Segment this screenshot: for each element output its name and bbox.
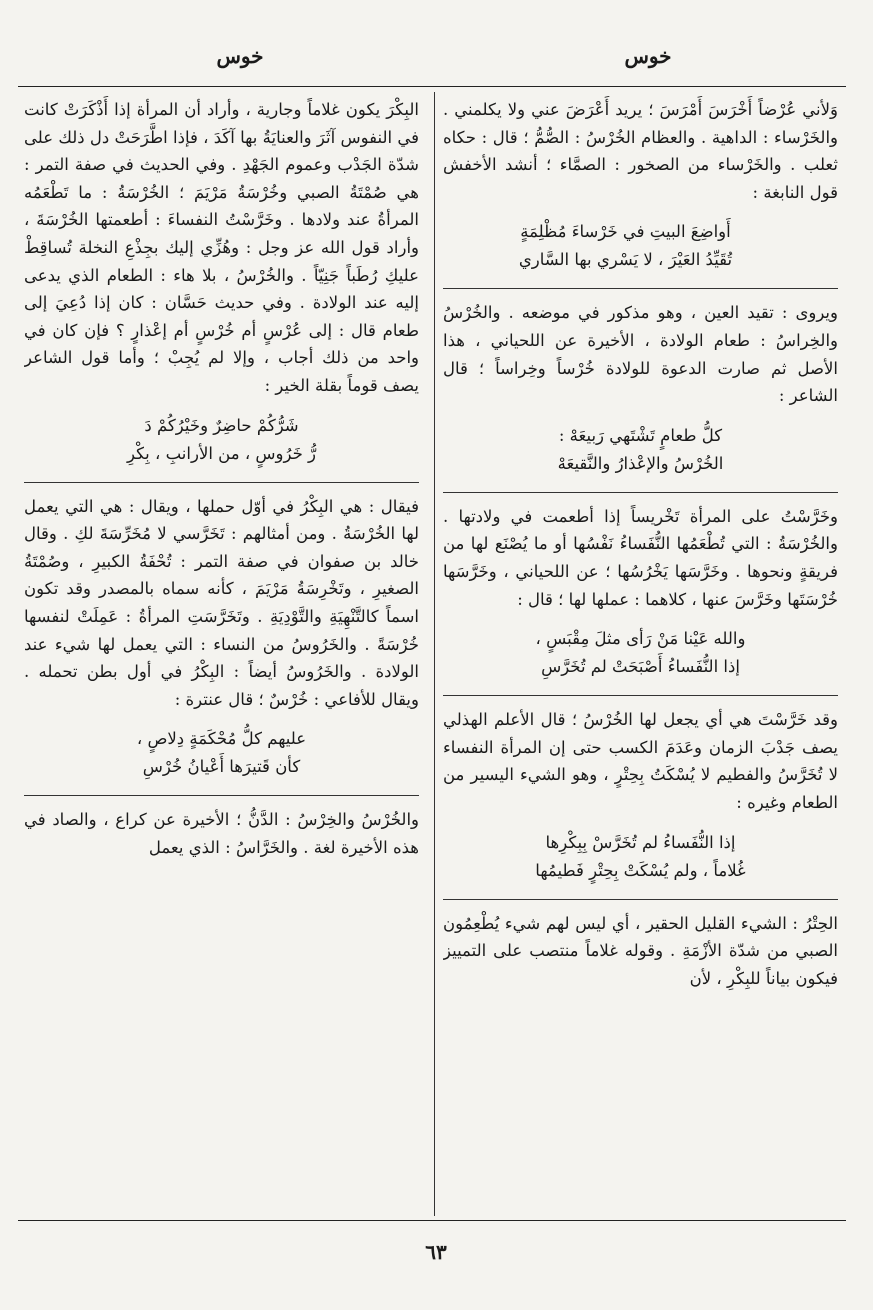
right-column [443, 96, 838, 1214]
paragraph: ويروى : تقيد العين ، وهو مذكور في موضعه . والخُرْسُ والخِراسُ : طعام الولادة ، الأخيرة عن اللحياني ، هذا الأصل ثم صارت الدعوة للولادة خُرْساً وخِراساً ؛ قال الشاعر : [443, 303, 838, 406]
paragraph: وقد خَرَّسْتَ هي أي يجعل لها الخُرْسُ ؛ قال الأعلم الهذلي يصف جَدْبَ الزمان وعَدَمَ الكسب حتى إن المرأة النفساء لا تُخَرَّسُ والفطيم لا يُسْكَتُ بِحِتْرٍ ، وهو الشيء اليسير من الطعام وغيره : [443, 710, 838, 812]
header-rule [18, 86, 846, 87]
paragraph: الحِتْرُ : الشيء القليل الحقير ، أي ليس لهم شيء يُطْعِمُون الصبي من شدّة الأزْمَةِ . وقوله غلاماً منتصب على التمييز فيكون بياناً للبِكْرِ ، لأن [443, 913, 838, 988]
verse [24, 412, 419, 468]
verse-second-hemistich: رُّ خَرُوسٍ ، من الأرانبِ ، بِكْرِ [126, 443, 317, 463]
verse-separator [443, 695, 838, 696]
footer-rule [18, 1220, 846, 1221]
verse [443, 625, 838, 681]
verse-second-hemistich: إذا النُّفَساءُ أَصْبَحَتْ لم تُخَرَّسِ [541, 657, 740, 677]
left-column [24, 96, 419, 1214]
verse-first-hemistich: إذا النُّفَساءُ لم تُخَرَّسْ بِبِكْرِها [545, 832, 736, 852]
running-head-left: خوس [216, 44, 264, 68]
verse-second-hemistich: كأن قَتيرَها أَعْيانُ خُرْسِ [142, 757, 301, 777]
paragraph: البِكْرَ يكون غلاماً وجارية ، وأراد أن المرأة إذا أَذْكَرَتْ كانت في النفوس آثَرَ والعنايَةُ بها آكَدَ ، فإذا اطَّرَحَتْ دل ذلك على شدّة الجَدْب وعموم الجَهْدِ . وفي الحديث في صفة التمر : هي صُمْتَةُ الصبي وخُرْسَةُ مَرْيَمَ ؛ الخُرْسَةُ : ما تَطْعَمُه المرأةُ عند ولادها . وخَرَّسْتُ النفساءَ : أطعمتها الخُرْسَةَ ، وأراد قول الله عز وجل : وهُزِّي إليك بجِذْعِ النخلة تُساقِطْ عليكِ رُطَباً جَنِيّاً . والخُرْسُ ، بلا هاء : الطعام الذي يدعى إليه عند الولادة . وفي حديث حَسَّان : كان إذا دُعِيَ إلى طعام قال : إلى عُرْسٍ أم خُرْسٍ أم إعْذارٍ ؟ فإن كان في واحد من ذلك أجاب ، وإلا لم يُجِبْ ؛ وأما قول الشاعر يصف قوماً بقلة الخير : [24, 100, 419, 395]
verse-separator [443, 288, 838, 289]
verse-second-hemistich: الخُرْسُ والإعْذارُ والنَّقيعَهْ [557, 453, 724, 473]
verse-second-hemistich: غُلاماً ، ولم يُسْكَتْ بِحِتْرٍ فَطيمُها [535, 860, 746, 880]
paragraph: وَلأني عُرْضاً أَخْرَسَ أَمْرَسَ ؛ يريد أَعْرَضَ عني ولا يكلمني . والخَرْساء : الداهية . والعظام الخُرْسُ : الصُّمُّ ؛ قال : حكاه ثعلب . والخَرْساء من الصخور : الصمَّاء ؛ أنشد الأخفش قول النابغة : [443, 100, 838, 202]
verse-first-hemistich: أَواضِعَ البيتِ في خَرْساءَ مُظْلِمَةٍ [520, 222, 731, 242]
verse [443, 829, 838, 885]
running-head-right: خوس [624, 44, 672, 68]
paragraph: وخَرَّسْتُ على المرأة تَخْريساً إذا أطعمت في ولادتها . والخُرْسَةُ : التي تُطْعَمُها النُّفَساءُ نَفْسُها أو ما يُصْنَع لها من فريقةٍ ونحوها . وخَرَّسَها يَخْرُسُها ؛ عن اللحياني ، وخَرَّسَها خُرْسَتَها وخَرَّسَ عنها ، كلاهما : عملها لها ؛ قال : [443, 506, 838, 609]
verse-separator [443, 899, 838, 900]
verse-separator [24, 795, 419, 796]
verse-first-hemistich: والله عَيْنا مَنْ رَأى مثلَ مِقْبَسٍ ، [535, 629, 746, 649]
paragraph: والخُرْسُ والخِرْسُ : الدَّنُّ ؛ الأخيرة عن كراع ، والصاد في هذه الأخيرة لغة . والخَرَّاسُ : الذي يعمل [24, 810, 419, 857]
column-divider [434, 92, 435, 1216]
paragraph: فيقال : هي البِكْرُ في أوّل حملها ، ويقال : هي التي يعمل لها الخُرْسَةُ . ومن أمثالهم : تَخَرَّسي لا مُخَرِّسَةَ لكِ . وقال خالد بن صفوان في صفة التمر : تُحْفَةُ الكبيرِ ، وصُمْتَةُ الصغيرِ ، وتَخْرِسَةُ مَرْيَمَ ، كأنه سماه بالمصدر وقد تكون اسماً كالتَّنْهِيَةِ والتَّوْدِيَةِ . وتَخَرَّسَتِ المرأةُ : عَمِلَتْ لنفسها خُرْسَةً . والخَرُوسُ من النساء : التي يعمل لها شيء عند الولادة . والخَرُوسُ أيضاً : البِكْرُ في أول بطن تحمله . ويقال للأفاعي : خُرْسٌ ؛ قال عنترة : [24, 496, 419, 709]
verse-separator [443, 492, 838, 493]
verse-first-hemistich: عليهم كلُّ مُحْكَمَةٍ دِلاصٍ ، [136, 729, 307, 749]
verse-first-hemistich: كلُّ طعامٍ تَشْتَهي رَبيعَهْ : [558, 425, 723, 445]
verse [24, 725, 419, 781]
verse-first-hemistich: شَرُّكُمْ حاضِرٌ وخَيْرُكُمْ دَ [144, 415, 299, 435]
verse [443, 218, 838, 274]
verse [443, 422, 838, 478]
verse-separator [24, 482, 419, 483]
verse-second-hemistich: تُقَيِّدُ العَيْرَ ، لا يَسْري بها السَّاري [518, 250, 733, 270]
page-number: ٦٣ [425, 1240, 447, 1264]
